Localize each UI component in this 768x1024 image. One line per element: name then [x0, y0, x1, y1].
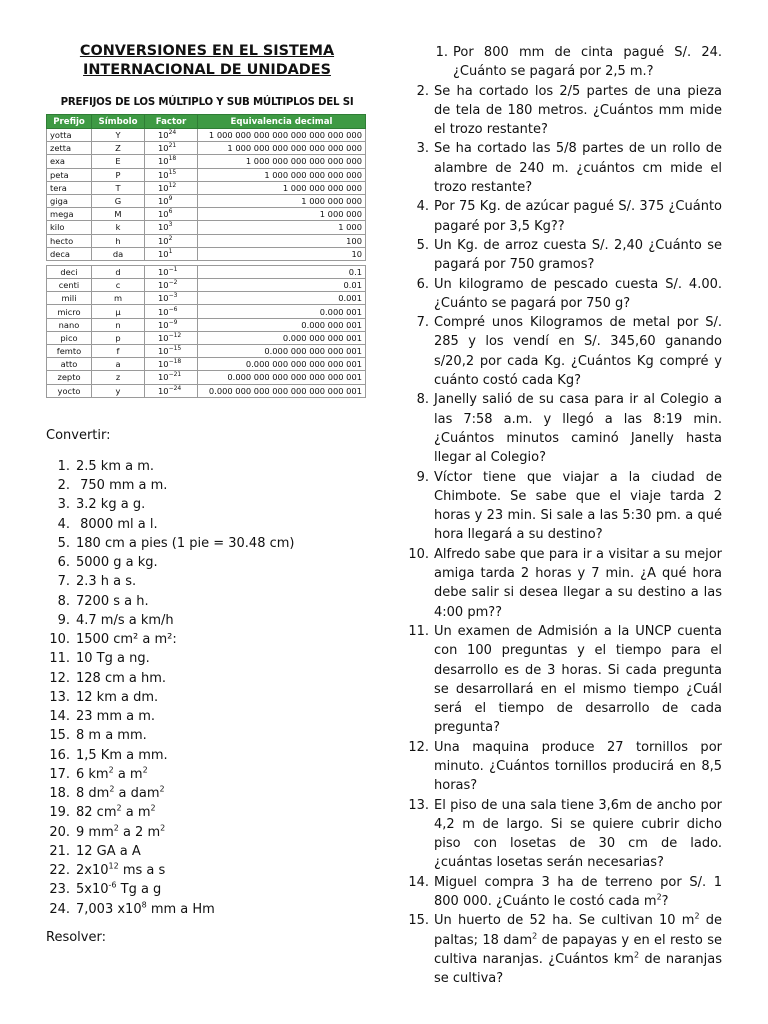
- conversion-text: 12 km a dm.: [76, 689, 159, 705]
- conversion-text: 82 $cm^2$ a $m^2$: [76, 803, 156, 821]
- problem-item: 14. Miguel compra 3 ha de terreno por S/. 1 800 000. ¿Cuánto le costó cada $m^2$?: [405, 873, 722, 912]
- conversion-text: 180 cm a pies (1 pie = 30.48 cm): [76, 535, 295, 551]
- cell-factor: $10^{-6}$: [145, 305, 198, 318]
- conversion-item: 8. 7200 s a h.: [46, 592, 368, 611]
- cell-factor: $10^9$: [145, 194, 198, 207]
- table-row: [47, 234, 366, 247]
- table-row: [47, 345, 366, 358]
- conversion-item: 23. $5x10^{-6}$ Tg a g: [46, 880, 368, 899]
- cell-decimal: 1 000 000 000 000 000 000 000 000: [198, 129, 366, 142]
- problem-text: Se ha cortado los 2/5 partes de una pieza de tela de 180 metros. ¿Cuántos mm mide el trozo restante?: [434, 83, 722, 138]
- cell-symbol: m: [92, 292, 145, 305]
- table-row: [47, 168, 366, 181]
- table-row: [47, 292, 366, 305]
- conversion-text: 128 cm a hm.: [76, 670, 167, 686]
- conversion-item: 21. 12 GA a A: [46, 842, 368, 861]
- conversion-text: 23 mm a m.: [76, 709, 156, 724]
- problem-text: Por 75 Kg. de azúcar pagué S/. 375 ¿Cuánto pagaré por 3,5 Kg??: [434, 199, 722, 234]
- table-row: [47, 318, 366, 331]
- cell-factor: $10^3$: [145, 221, 198, 234]
- cell-symbol: f: [92, 345, 145, 358]
- problem-text: Un examen de Admisión a la UNCP cuenta con 100 preguntas y el tiempo para el desarrollo es de 3 horas. Si cada pregunta se desarrollará en el mismo tiempo ¿Cuál será el tiempo de desarrollo de cada pregunta?: [434, 623, 722, 736]
- conversion-item: 24. 7,003 $x10^8$ mm a Hm: [46, 900, 368, 919]
- table-row: [47, 371, 366, 384]
- cell-factor: $10^{12}$: [145, 181, 198, 194]
- table-row: [47, 305, 366, 318]
- cell-factor: $10^{-12}$: [145, 331, 198, 344]
- cell-factor: $10^6$: [145, 208, 198, 221]
- cell-prefix: femto: [47, 345, 92, 358]
- problem-item: 12. Una maquina produce 27 tornillos por minuto. ¿Cuántos tornillos producirá en 8,5 horas?: [405, 738, 722, 796]
- cell-prefix: deca: [47, 247, 92, 260]
- table-header-row: [47, 115, 366, 129]
- cell-decimal: 1 000 000 000 000 000 000: [198, 155, 366, 168]
- cell-decimal: 1 000 000 000 000: [198, 181, 366, 194]
- conversion-text: 12 GA a A: [76, 843, 141, 859]
- header-prefix: Prefijo: [47, 115, 92, 129]
- cell-symbol: E: [92, 155, 145, 168]
- cell-prefix: peta: [47, 168, 92, 181]
- cell-prefix: deci: [47, 265, 92, 278]
- header-symbol: Símbolo: [92, 115, 145, 129]
- cell-decimal: 0.01: [198, 279, 366, 292]
- left-column: [46, 42, 368, 945]
- cell-symbol: d: [92, 265, 145, 278]
- cell-decimal: 0.1: [198, 265, 366, 278]
- conversion-text: 1500 cm² a m²:: [76, 632, 177, 647]
- cell-decimal: 0.000 000 001: [198, 318, 366, 331]
- table-row: [47, 358, 366, 371]
- cell-decimal: 1 000: [198, 221, 366, 234]
- conversion-text: 7,003 $x10^8$ mm a Hm: [76, 900, 215, 917]
- cell-decimal: 100: [198, 234, 366, 247]
- conversion-list: [46, 457, 368, 919]
- cell-prefix: kilo: [47, 221, 92, 234]
- cell-symbol: k: [92, 221, 145, 234]
- table-row: [47, 265, 366, 278]
- cell-symbol: p: [92, 331, 145, 344]
- cell-factor: $10^{-21}$: [145, 371, 198, 384]
- conversion-text: 8000 ml a l.: [76, 516, 158, 532]
- conversion-text: 9 $mm^2$ a 2 $m^2$: [76, 823, 166, 840]
- table-row: [47, 331, 366, 344]
- problem-item: 10. Alfredo sabe que para ir a visitar a su mejor amiga tarda 2 horas y 7 min. ¿A qué hora debe salir si desea llegar a su destino a las 4:00 pm??: [405, 545, 722, 622]
- cell-prefix: yotta: [47, 129, 92, 142]
- cell-factor: $10^{15}$: [145, 168, 198, 181]
- cell-decimal: 0.000 000 000 000 000 000 001: [198, 371, 366, 384]
- cell-decimal: 0.000 000 000 001: [198, 331, 366, 344]
- problem-item: 4. Por 75 Kg. de azúcar pagué S/. 375 ¿Cuánto pagaré por 3,5 Kg??: [405, 197, 722, 236]
- conversion-item: 16. 1,5 Km a mm.: [46, 746, 368, 765]
- conversion-item: 18. 8 $dm^2$ a dam$^2$: [46, 784, 368, 803]
- cell-factor: $10^{-1}$: [145, 265, 198, 278]
- conversion-item: 14. 23 mm a m.: [46, 707, 368, 726]
- problem-item: 7. Compré unos Kilogramos de metal por S/. 285 y los vendí en S/. 345,60 ganando s/20,2 por cada Kg. ¿Cuántos Kg compré y cuánto costó cada Kg?: [405, 313, 722, 390]
- problem-item: 8. Janelly salió de su casa para ir al Colegio a las 7:58 a.m. y llegó a las 8:19 min. ¿Cuántos minutos caminó Janelly hasta llegar al Colegio?: [405, 390, 722, 467]
- cell-symbol: μ: [92, 305, 145, 318]
- cell-factor: $10^{21}$: [145, 142, 198, 155]
- cell-prefix: yocto: [47, 384, 92, 397]
- conversion-item: 11. 10 Tg a ng.: [46, 649, 368, 668]
- conversion-text: 7200 s a h.: [76, 593, 149, 609]
- conversion-item: 5. 180 cm a pies (1 pie = 30.48 cm): [46, 534, 368, 553]
- problem-list: [405, 43, 722, 989]
- problem-text: Una maquina produce 27 tornillos por minuto. ¿Cuántos tornillos producirá en 8,5 horas?: [434, 739, 722, 794]
- cell-prefix: atto: [47, 358, 92, 371]
- conversion-text: $2x10^{12}$ ms a s: [76, 861, 166, 878]
- si-prefix-table: [46, 114, 366, 398]
- conversion-item: 2. 750 mm a m.: [46, 476, 368, 495]
- cell-factor: $10^{-15}$: [145, 345, 198, 358]
- table-row: [47, 142, 366, 155]
- conversion-item: 1. 2.5 km a m.: [46, 457, 368, 476]
- cell-factor: $10^{18}$: [145, 155, 198, 168]
- problem-item: 13. El piso de una sala tiene 3,6m de ancho por 4,2 m de largo. Si se quiere cubrir dicho piso con losetas de 30 cm de lado. ¿cuántas losetas serán necesarias?: [405, 796, 722, 873]
- problem-text: El piso de una sala tiene 3,6m de ancho por 4,2 m de largo. Si se quiere cubrir dicho piso con losetas de 30 cm de lado. ¿cuántas losetas serán necesarias?: [434, 797, 722, 871]
- conversion-item: 22. $2x10^{12}$ ms a s: [46, 861, 368, 880]
- conversion-text: 750 mm a m.: [76, 478, 168, 493]
- conversion-item: 7. 2.3 h a s.: [46, 572, 368, 591]
- cell-decimal: 10: [198, 247, 366, 260]
- cell-prefix: exa: [47, 155, 92, 168]
- cell-factor: $10^{-3}$: [145, 292, 198, 305]
- header-factor: Factor: [145, 115, 198, 129]
- conversion-item: 19. 82 $cm^2$ a $m^2$: [46, 803, 368, 822]
- cell-factor: $10^{-9}$: [145, 318, 198, 331]
- cell-factor: $10^2$: [145, 234, 198, 247]
- cell-symbol: Z: [92, 142, 145, 155]
- table-row: [47, 129, 366, 142]
- conversion-text: $5x10^{-6}$ Tg a g: [76, 880, 162, 898]
- cell-factor: $10^{-2}$: [145, 279, 198, 292]
- cell-symbol: Y: [92, 129, 145, 142]
- table-row: [47, 208, 366, 221]
- problem-item: 11. Un examen de Admisión a la UNCP cuenta con 100 preguntas y el tiempo para el desarrollo es de 3 horas. Si cada pregunta se desarrollará en el mismo tiempo ¿Cuál será el tiempo de desarrollo de cada pregunta?: [405, 622, 722, 738]
- conversion-item: 10. 1500 cm² a m²:: [46, 630, 368, 649]
- conversion-text: 2.5 km a m.: [76, 458, 155, 474]
- header-decimal: Equivalencia decimal: [198, 115, 366, 129]
- cell-prefix: giga: [47, 194, 92, 207]
- cell-symbol: T: [92, 181, 145, 194]
- problem-text: Se ha cortado las 5/8 partes de un rollo de alambre de 240 m. ¿cuántos cm mide el trozo restante?: [434, 141, 722, 196]
- problem-item: 3. Se ha cortado las 5/8 partes de un rollo de alambre de 240 m. ¿cuántos cm mide el trozo restante?: [405, 139, 722, 197]
- conversion-text: 5000 g a kg.: [76, 555, 158, 570]
- conversion-text: 8 m a mm.: [76, 728, 147, 744]
- problem-item: 6. Un kilogramo de pescado cuesta S/. 4.00. ¿Cuánto se pagará por 750 g?: [405, 275, 722, 314]
- cell-symbol: y: [92, 384, 145, 397]
- table-row: [47, 221, 366, 234]
- cell-factor: $10^1$: [145, 247, 198, 260]
- cell-prefix: pico: [47, 331, 92, 344]
- cell-prefix: centi: [47, 279, 92, 292]
- problem-text: Por 800 mm de cinta pagué S/. 24. ¿Cuánto se pagará por 2,5 m.?: [453, 45, 722, 80]
- problem-text: Un Kg. de arroz cuesta S/. 2,40 ¿Cuánto se pagará por 750 gramos?: [434, 237, 722, 273]
- cell-decimal: 0.000 001: [198, 305, 366, 318]
- problem-item: 2. Se ha cortado los 2/5 partes de una pieza de tela de 180 metros. ¿Cuántos mm mide el trozo restante?: [405, 82, 722, 140]
- table-row: [47, 384, 366, 397]
- problem-text: Un kilogramo de pescado cuesta S/. 4.00. ¿Cuánto se pagará por 750 g?: [434, 276, 722, 311]
- cell-decimal: 0.001: [198, 292, 366, 305]
- cell-factor: $10^{-24}$: [145, 384, 198, 397]
- problem-item: 9. Víctor tiene que viajar a la ciudad de Chimbote. Se sabe que el viaje tarda 2 horas y 23 min. Si sale a las 5:30 pm. a qué hora llegará a su destino?: [405, 468, 722, 545]
- cell-prefix: tera: [47, 181, 92, 194]
- problem-item: 15. Un huerto de 52 ha. Se cultivan 10 $m^2$ de paltas; 18 dam$^2$ de papayas y en el resto se cultiva naranjas. ¿Cuántos $km^2$ de naranjas se cultiva?: [405, 911, 722, 988]
- conversion-item: 13. 12 km a dm.: [46, 688, 368, 707]
- cell-decimal: 1 000 000 000 000 000: [198, 168, 366, 181]
- problem-text: Un huerto de 52 ha. Se cultivan 10 $m^2$ de paltas; 18 dam$^2$ de papayas y en el resto se cultiva naranjas. ¿Cuántos $km^2$ de naranjas se cultiva?: [434, 912, 722, 987]
- cell-decimal: 0.000 000 000 000 000 000 000 001: [198, 384, 366, 397]
- cell-prefix: mili: [47, 292, 92, 305]
- problem-text: Alfredo sabe que para ir a visitar a su mejor amiga tarda 2 horas y 7 min. ¿A qué hora debe salir si desea llegar a su destino a las 4:00 pm??: [434, 546, 722, 620]
- right-column: [405, 43, 722, 989]
- table-row: [47, 279, 366, 292]
- cell-symbol: G: [92, 194, 145, 207]
- cell-decimal: 1 000 000 000: [198, 194, 366, 207]
- cell-symbol: h: [92, 234, 145, 247]
- page-title-line-2: INTERNACIONAL DE UNIDADES: [83, 62, 331, 78]
- conversion-item: 17. 6 $km^2$ a $m^2$: [46, 765, 368, 784]
- page-title-line-1: CONVERSIONES EN EL SISTEMA: [79, 43, 335, 59]
- cell-prefix: hecto: [47, 234, 92, 247]
- conversion-item: 12. 128 cm a hm.: [46, 669, 368, 688]
- conversion-item: 4. 8000 ml a l.: [46, 515, 368, 534]
- problem-text: Compré unos Kilogramos de metal por S/. 285 y los vendí en S/. 345,60 ganando s/20,2 por cada Kg. ¿Cuántos Kg compré y cuánto costó cada Kg?: [434, 315, 722, 389]
- table-title: PREFIJOS DE LOS MÚLTIPLO Y SUB MÚLTIPLOS DEL SI: [60, 97, 354, 108]
- cell-decimal: 0.000 000 000 000 001: [198, 345, 366, 358]
- problem-text: Miguel compra 3 ha de terreno por S/. 1 800 000. ¿Cuánto le costó cada $m^2$?: [434, 874, 722, 910]
- conversion-text: 4.7 m/s a km/h: [76, 612, 174, 628]
- cell-prefix: nano: [47, 318, 92, 331]
- problem-text: Janelly salió de su casa para ir al Colegio a las 7:58 a.m. y llegó a las 8:19 min. ¿Cuántos minutos caminó Janelly hasta llegar al Colegio?: [434, 392, 722, 466]
- cell-prefix: zetta: [47, 142, 92, 155]
- table-row: [47, 155, 366, 168]
- cell-decimal: 0.000 000 000 000 000 001: [198, 358, 366, 371]
- convert-heading: Convertir:: [46, 427, 111, 443]
- cell-prefix: micro: [47, 305, 92, 318]
- conversion-text: 2.3 h a s.: [76, 574, 137, 590]
- problem-item: 1. Por 800 mm de cinta pagué S/. 24. ¿Cuánto se pagará por 2,5 m.?: [405, 43, 722, 82]
- conversion-item: 20. 9 $mm^2$ a 2 $m^2$: [46, 823, 368, 842]
- conversion-text: 8 $dm^2$ a dam$^2$: [76, 784, 165, 801]
- cell-symbol: c: [92, 279, 145, 292]
- cell-decimal: 1 000 000 000 000 000 000 000: [198, 142, 366, 155]
- cell-decimal: 1 000 000: [198, 208, 366, 221]
- cell-symbol: M: [92, 208, 145, 221]
- table-row: [47, 194, 366, 207]
- table-row: [47, 181, 366, 194]
- conversion-item: 15. 8 m a mm.: [46, 726, 368, 745]
- conversion-text: 6 $km^2$ a $m^2$: [76, 765, 148, 782]
- conversion-text: 10 Tg a ng.: [76, 651, 150, 667]
- cell-prefix: zepto: [47, 371, 92, 384]
- table-row: [47, 247, 366, 260]
- cell-symbol: da: [92, 247, 145, 260]
- conversion-item: 9. 4.7 m/s a km/h: [46, 611, 368, 630]
- cell-symbol: a: [92, 358, 145, 371]
- conversion-item: 3. 3.2 kg a g.: [46, 495, 368, 514]
- conversion-item: 6. 5000 g a kg.: [46, 553, 368, 572]
- cell-factor: $10^{24}$: [145, 129, 198, 142]
- problem-text: Víctor tiene que viajar a la ciudad de Chimbote. Se sabe que el viaje tarda 2 horas y 23 min. Si sale a las 5:30 pm. a qué hora llegará a su destino?: [434, 469, 722, 543]
- problem-item: 5. Un Kg. de arroz cuesta S/. 2,40 ¿Cuánto se pagará por 750 gramos?: [405, 236, 722, 275]
- cell-symbol: P: [92, 168, 145, 181]
- conversion-text: 3.2 kg a g.: [76, 497, 146, 513]
- cell-symbol: z: [92, 371, 145, 384]
- cell-factor: $10^{-18}$: [145, 358, 198, 371]
- resolver-heading: Resolver:: [46, 929, 106, 945]
- cell-symbol: n: [92, 318, 145, 331]
- conversion-text: 1,5 Km a mm.: [76, 747, 168, 763]
- cell-prefix: mega: [47, 208, 92, 221]
